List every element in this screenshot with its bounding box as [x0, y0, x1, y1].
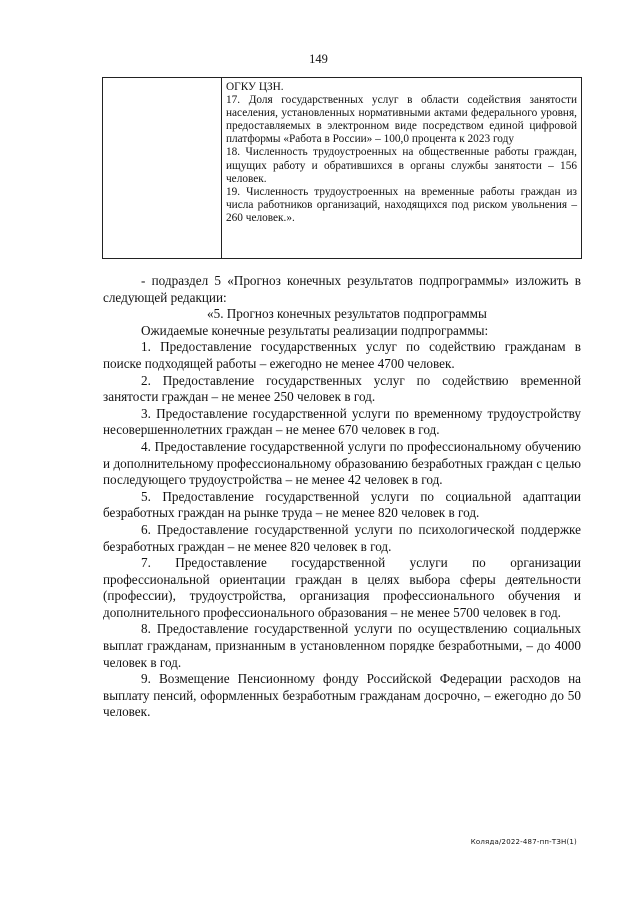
- page-number: 149: [309, 52, 328, 66]
- lead-paragraph: Ожидаемые конечные результаты реализации подпрограммы:: [141, 322, 489, 338]
- intro-paragraph: - подраздел 5 «Прогноз конечных результатов подпрограммы» изложить в следующей редакции:: [103, 273, 581, 305]
- result-item-6: 6. Предоставление государственной услуги по психологической поддержке безработных граждан – не менее 820 человек в год.: [103, 521, 581, 554]
- result-item-2: 2. Предоставление государственных услуг по содействию временной занятости граждан – не менее 250 человек в год.: [103, 372, 581, 405]
- result-item-9: 9. Возмещение Пенсионному фонду Российской Федерации расходов на выплату пенсий, оформленных безработным гражданам досрочно, – ежегодно до 50 человек.: [103, 671, 581, 720]
- table-line-org: ОГКУ ЦЗН.: [226, 81, 284, 93]
- document-body: [103, 273, 581, 721]
- table-left-cell: [103, 78, 222, 258]
- table-line-19: 19. Численность трудоустроенных на временные работы граждан из числа работников организаций, находящихся под риском увольнения – 260 человек.».: [226, 185, 577, 224]
- result-item-3: 3. Предоставление государственной услуги по временному трудоустройству несовершеннолетних граждан – не менее 670 человек в год.: [103, 405, 581, 438]
- table-right-cell: [222, 78, 581, 258]
- section-title: «5. Прогноз конечных результатов подпрограммы: [207, 306, 487, 322]
- result-item-8: 8. Предоставление государственной услуги по осуществлению социальных выплат гражданам, признанным в установленном порядке безработными, – до 4000 человек в год.: [103, 621, 581, 670]
- result-item-4: 4. Предоставление государственной услуги по профессиональному обучению и дополнительному профессиональному образованию безработных граждан с целью последующего трудоустройства – не менее 42 человек в год.: [103, 438, 581, 488]
- result-item-1: 1. Предоставление государственных услуг по содействию гражданам в поиске подходящей работы – ежегодно не менее 4700 человек.: [103, 339, 581, 371]
- result-item-5: 5. Предоставление государственной услуги по социальной адаптации безработных граждан на рынке труда – не менее 820 человек в год.: [103, 488, 581, 521]
- indicator-table: [102, 77, 582, 259]
- table-line-17: 17. Доля государственных услуг в области содействия занятости населения, установленных нормативными актами федерального уровня, предоставляемых в электронном виде посредством единой цифровой платформы «Работа в России» – 100,0 процента к 2023 году: [226, 94, 577, 146]
- table-line-18: 18. Численность трудоустроенных на общественные работы граждан, ищущих работу и обратившихся в органы службы занятости – 156 человек.: [226, 146, 577, 185]
- document-code: Коляда/2022-487-пп-ТЗН(1): [470, 838, 577, 846]
- result-item-7: 7. Предоставление государственной услуги по организации профессиональной ориентации граждан в целях выбора сферы деятельности (профессии), трудоустройства, организация профессионального обучения и дополнительного профессионального образования – не менее 5700 человек в год.: [103, 555, 581, 620]
